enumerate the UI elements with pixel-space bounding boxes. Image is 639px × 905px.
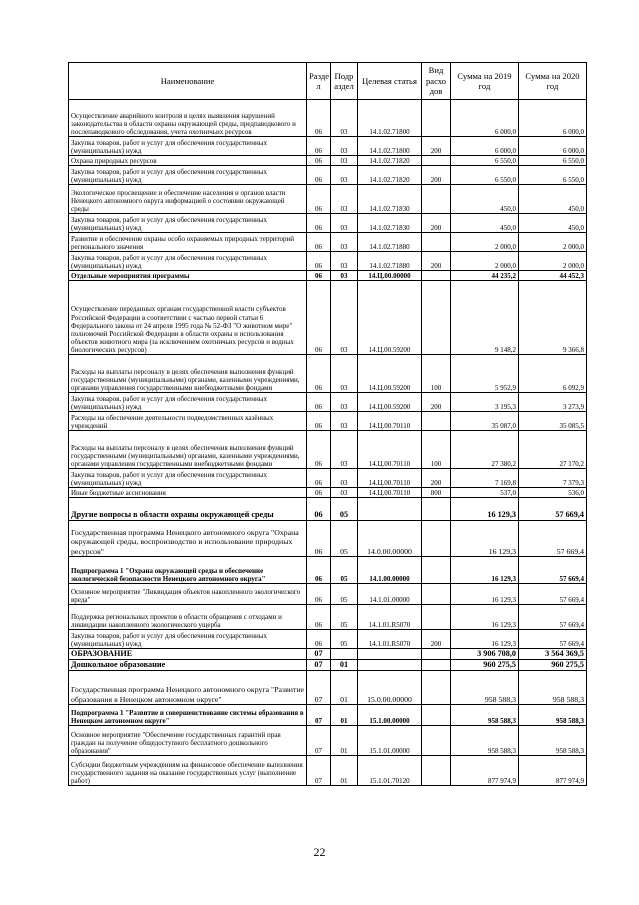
cell-razdel: 06	[307, 630, 331, 649]
budget-table	[68, 62, 587, 786]
cell-statya: 15.0.00.00000	[358, 671, 422, 705]
cell-s2020: 960 275,5	[519, 660, 587, 671]
table-row	[69, 156, 587, 166]
cell-s2020: 450,0	[519, 185, 587, 214]
cell-s2019: 16 129,3	[451, 584, 519, 605]
table-row	[69, 726, 587, 756]
page-number: 22	[313, 845, 326, 859]
cell-s2020: 958 588,3	[519, 671, 587, 705]
cell-s2020: 57 669,4	[519, 630, 587, 649]
cell-podrazdel: 03	[331, 281, 358, 355]
cell-razdel: 06	[307, 233, 331, 252]
cell-vid	[422, 100, 451, 137]
cell-podrazdel: 03	[331, 271, 358, 281]
cell-podrazdel: 03	[331, 233, 358, 252]
cell-podrazdel: 01	[331, 671, 358, 705]
cell-name: Субсидии бюджетным учреждениям на финансовое обеспечение выполнения государственного задания на оказание государственных услуг (выполнение работ)	[69, 756, 307, 786]
cell-razdel: 06	[307, 584, 331, 605]
table-row	[69, 233, 587, 252]
cell-vid	[422, 557, 451, 584]
table-row	[69, 557, 587, 584]
cell-s2020: 958 588,3	[519, 726, 587, 756]
cell-name: Расходы на выплаты персоналу в целях обеспечения выполнения функций государственными (муниципальными) органами, казенными учреждениями, органами управления государственными внебюджетными фондами	[69, 431, 307, 469]
table-row	[69, 166, 587, 185]
cell-name: Закупка товаров, работ и услуг для обеспечения государственных (муниципальных) нужд	[69, 393, 307, 412]
cell-vid	[422, 671, 451, 705]
header-name: Наименование	[69, 63, 307, 100]
table-row	[69, 521, 587, 557]
cell-razdel: 06	[307, 355, 331, 393]
table-row	[69, 281, 587, 355]
cell-s2019: 2 000,0	[451, 233, 519, 252]
cell-podrazdel: 03	[331, 412, 358, 431]
cell-s2019: 450,0	[451, 185, 519, 214]
cell-name: Осуществление переданных органам государственной власти субъектов Российской Федерации в соответствии с частью первой статьи 6 Федерального закона от 24 апреля 1995 года № 52-ФЗ "О животном мире" полномочий Российской Федерации в области охраны и использования объектов животного мира (за исключением охотничьих ресурсов и водных биологических ресурсов)	[69, 281, 307, 355]
cell-statya	[358, 660, 422, 671]
cell-name: Экологическое просвещение и обеспечение населения и органов власти Ненецкого автономного округа информацией о состоянии окружающей среды	[69, 185, 307, 214]
cell-vid: 200	[422, 252, 451, 271]
cell-vid	[422, 271, 451, 281]
cell-razdel: 07	[307, 649, 331, 660]
cell-podrazdel: 05	[331, 605, 358, 630]
cell-podrazdel: 05	[331, 498, 358, 521]
cell-podrazdel: 03	[331, 156, 358, 166]
cell-statya: 15.1.00.00000	[358, 705, 422, 726]
cell-statya: 14.1.01.R5070	[358, 605, 422, 630]
cell-razdel: 06	[307, 557, 331, 584]
cell-s2019: 6 550,0	[451, 166, 519, 185]
cell-vid	[422, 756, 451, 786]
cell-name: Закупка товаров, работ и услуг для обеспечения государственных (муниципальных) нужд	[69, 214, 307, 233]
table-row	[69, 705, 587, 726]
cell-s2019: 877 974,9	[451, 756, 519, 786]
table-row	[69, 271, 587, 281]
header-sum-2020: Сумма на 2020 год	[519, 63, 587, 100]
cell-vid	[422, 498, 451, 521]
table-header-row	[69, 63, 587, 100]
cell-s2020: 44 452,3	[519, 271, 587, 281]
cell-razdel: 06	[307, 100, 331, 137]
cell-vid	[422, 705, 451, 726]
cell-statya: 14.Ц.00.70110	[358, 431, 422, 469]
cell-podrazdel: 03	[331, 393, 358, 412]
cell-statya: 14.Ц.00.70110	[358, 488, 422, 498]
cell-s2019: 537,0	[451, 488, 519, 498]
cell-razdel: 06	[307, 252, 331, 271]
cell-name: Закупка товаров, работ и услуг для обеспечения государственных (муниципальных) нужд	[69, 630, 307, 649]
cell-name: Закупка товаров, работ и услуг для обеспечения государственных (муниципальных) нужд	[69, 252, 307, 271]
cell-vid	[422, 605, 451, 630]
cell-razdel: 06	[307, 412, 331, 431]
cell-name: Охрана природных ресурсов	[69, 156, 307, 166]
cell-name: Осуществление аварийного контроля в целях выявления нарушений законодательства в области охраны окружающей среды, предпаводкового и послепаводкового обследования, учета охотничьих ресурсов	[69, 100, 307, 137]
cell-s2019: 3 195,3	[451, 393, 519, 412]
cell-vid: 200	[422, 137, 451, 156]
cell-s2019: 16 129,3	[451, 498, 519, 521]
cell-statya: 14.Ц.00.70110	[358, 412, 422, 431]
cell-name: Закупка товаров, работ и услуг для обеспечения государственных (муниципальных) нужд	[69, 469, 307, 488]
header-razdel: Разде л	[307, 63, 331, 100]
cell-s2019: 450,0	[451, 214, 519, 233]
table-row	[69, 214, 587, 233]
table-row	[69, 431, 587, 469]
cell-vid: 200	[422, 630, 451, 649]
table-row	[69, 100, 587, 137]
cell-s2020: 6 000,0	[519, 137, 587, 156]
cell-statya	[358, 649, 422, 660]
cell-vid	[422, 660, 451, 671]
cell-s2019: 2 000,0	[451, 252, 519, 271]
table-row	[69, 605, 587, 630]
cell-podrazdel: 05	[331, 630, 358, 649]
cell-name: Расходы на обеспечение деятельности подведомственных казённых учреждений	[69, 412, 307, 431]
cell-s2020: 6 000,0	[519, 100, 587, 137]
cell-vid	[422, 233, 451, 252]
table-row	[69, 185, 587, 214]
table-row	[69, 412, 587, 431]
cell-statya: 14.1.02.71800	[358, 137, 422, 156]
cell-vid: 200	[422, 469, 451, 488]
cell-s2020: 536,0	[519, 488, 587, 498]
cell-name: Государственная программа Ненецкого автономного округа "Охрана окружающей среды, воспроизводство и использование природных ресурсов"	[69, 521, 307, 557]
cell-s2020: 35 085,5	[519, 412, 587, 431]
cell-statya: 14.1.02.71880	[358, 233, 422, 252]
header-statya: Целевая статья	[358, 63, 422, 100]
cell-vid	[422, 649, 451, 660]
cell-s2020: 7 379,3	[519, 469, 587, 488]
cell-vid	[422, 521, 451, 557]
cell-s2020: 958 588,3	[519, 705, 587, 726]
cell-podrazdel	[331, 649, 358, 660]
cell-razdel: 06	[307, 281, 331, 355]
cell-razdel: 07	[307, 726, 331, 756]
cell-vid: 800	[422, 488, 451, 498]
cell-s2019: 7 169,8	[451, 469, 519, 488]
cell-razdel: 07	[307, 705, 331, 726]
cell-s2019: 960 275,5	[451, 660, 519, 671]
cell-statya: 14.1.02.71800	[358, 100, 422, 137]
cell-name: Основное мероприятие "Ликвидация объектов накопленного экологического вреда"	[69, 584, 307, 605]
cell-podrazdel: 03	[331, 252, 358, 271]
cell-s2020: 3 273,9	[519, 393, 587, 412]
table-row	[69, 584, 587, 605]
cell-name: Подпрограмма 1 "Развитие и совершенствование системы образования в Ненецком автономном округе"	[69, 705, 307, 726]
cell-statya: 14.1.01.R5070	[358, 630, 422, 649]
cell-s2019: 27 380,2	[451, 431, 519, 469]
cell-razdel: 06	[307, 137, 331, 156]
cell-statya: 15.1.01.70120	[358, 756, 422, 786]
table-body	[69, 100, 587, 786]
cell-s2019: 958 588,3	[451, 671, 519, 705]
cell-vid	[422, 281, 451, 355]
table-row	[69, 393, 587, 412]
cell-vid: 200	[422, 214, 451, 233]
cell-vid	[422, 412, 451, 431]
cell-s2020: 57 669,4	[519, 557, 587, 584]
cell-s2020: 6 550,0	[519, 166, 587, 185]
cell-razdel: 06	[307, 431, 331, 469]
cell-s2020: 57 669,4	[519, 605, 587, 630]
table-row	[69, 660, 587, 671]
cell-name: Подпрограмма 1 "Охрана окружающей среды и обеспечение экологической безопасности Ненецкого автономного округа"	[69, 557, 307, 584]
cell-name: Основное мероприятие "Обеспечение государственных гарантий прав граждан на получение общедоступного бесплатного дошкольного образования"	[69, 726, 307, 756]
cell-razdel: 07	[307, 660, 331, 671]
cell-name: Отдельные мероприятия программы	[69, 271, 307, 281]
cell-razdel: 06	[307, 469, 331, 488]
cell-vid	[422, 584, 451, 605]
cell-s2020: 6 550,0	[519, 156, 587, 166]
cell-vid	[422, 185, 451, 214]
cell-podrazdel: 03	[331, 469, 358, 488]
header-podrazdel: Подр аздел	[331, 63, 358, 100]
cell-podrazdel: 03	[331, 214, 358, 233]
cell-razdel: 06	[307, 521, 331, 557]
cell-podrazdel: 03	[331, 488, 358, 498]
cell-s2020: 2 000,0	[519, 233, 587, 252]
cell-s2019: 6 000,0	[451, 100, 519, 137]
table-row	[69, 498, 587, 521]
cell-statya: 14.Ц.00.00000	[358, 271, 422, 281]
table-row	[69, 756, 587, 786]
cell-vid: 100	[422, 431, 451, 469]
header-sum-2019: Сумма на 2019 год	[451, 63, 519, 100]
cell-statya: 14.1.00.00000	[358, 557, 422, 584]
cell-s2019: 44 235,2	[451, 271, 519, 281]
cell-s2020: 2 000,0	[519, 252, 587, 271]
cell-s2019: 16 129,3	[451, 630, 519, 649]
cell-razdel: 06	[307, 166, 331, 185]
table-row	[69, 630, 587, 649]
cell-podrazdel: 01	[331, 705, 358, 726]
cell-razdel: 06	[307, 271, 331, 281]
cell-s2019: 16 129,3	[451, 605, 519, 630]
cell-s2019: 16 129,3	[451, 521, 519, 557]
cell-podrazdel: 01	[331, 726, 358, 756]
cell-s2019: 9 148,2	[451, 281, 519, 355]
cell-s2019: 958 588,3	[451, 726, 519, 756]
cell-podrazdel: 05	[331, 584, 358, 605]
cell-podrazdel: 05	[331, 557, 358, 584]
cell-s2020: 57 669,4	[519, 584, 587, 605]
cell-podrazdel: 03	[331, 137, 358, 156]
cell-podrazdel: 01	[331, 756, 358, 786]
cell-s2020: 877 974,9	[519, 756, 587, 786]
cell-s2020: 57 669,4	[519, 521, 587, 557]
cell-razdel: 06	[307, 488, 331, 498]
cell-name: Государственная программа Ненецкого автономного округа "Развитие образования в Ненецком автономном округе"	[69, 671, 307, 705]
cell-statya: 14.1.01.00000	[358, 584, 422, 605]
cell-vid: 100	[422, 355, 451, 393]
cell-podrazdel: 03	[331, 100, 358, 137]
cell-podrazdel: 03	[331, 355, 358, 393]
cell-name: Иные бюджетные ассигнования	[69, 488, 307, 498]
cell-statya: 14.Ц.00.59200	[358, 281, 422, 355]
cell-vid	[422, 726, 451, 756]
cell-statya: 14.1.02.71830	[358, 185, 422, 214]
cell-s2020: 27 170,2	[519, 431, 587, 469]
cell-name: Развитие и обеспечение охраны особо охраняемых природных территорий регионального значения	[69, 233, 307, 252]
cell-name: Поддержка региональных проектов в области обращения с отходами и ликвидации накопленного экологического ущерба	[69, 605, 307, 630]
cell-vid: 200	[422, 166, 451, 185]
cell-vid	[422, 156, 451, 166]
cell-podrazdel: 05	[331, 521, 358, 557]
cell-s2019: 958 588,3	[451, 705, 519, 726]
cell-statya: 14.Ц.00.59200	[358, 355, 422, 393]
cell-statya: 14.Ц.00.59200	[358, 393, 422, 412]
cell-name: Закупка товаров, работ и услуг для обеспечения государственных (муниципальных) нужд	[69, 166, 307, 185]
table-row	[69, 137, 587, 156]
table-row	[69, 671, 587, 705]
cell-podrazdel: 03	[331, 431, 358, 469]
cell-statya: 14.Ц.00.70110	[358, 469, 422, 488]
cell-statya: 15.1.01.00000	[358, 726, 422, 756]
cell-name: Закупка товаров, работ и услуг для обеспечения государственных (муниципальных) нужд	[69, 137, 307, 156]
cell-statya: 14.0.00.00000	[358, 521, 422, 557]
cell-name: Расходы на выплаты персоналу в целях обеспечения выполнения функций государственными (муниципальными) органами, казенными учреждениями, органами управления государственными внебюджетными фондами	[69, 355, 307, 393]
cell-s2019: 6 000,0	[451, 137, 519, 156]
table-row	[69, 488, 587, 498]
cell-razdel: 06	[307, 393, 331, 412]
cell-podrazdel: 01	[331, 660, 358, 671]
cell-statya: 14.1.02.71820	[358, 156, 422, 166]
cell-razdel: 06	[307, 214, 331, 233]
cell-statya: 14.1.02.71830	[358, 214, 422, 233]
cell-s2020: 3 564 369,5	[519, 649, 587, 660]
cell-s2019: 6 550,0	[451, 156, 519, 166]
cell-s2020: 6 092,9	[519, 355, 587, 393]
cell-name: ОБРАЗОВАНИЕ	[69, 649, 307, 660]
cell-statya: 14.1.02.71880	[358, 252, 422, 271]
cell-s2020: 450,0	[519, 214, 587, 233]
cell-s2019: 5 952,9	[451, 355, 519, 393]
cell-s2020: 9 366,8	[519, 281, 587, 355]
cell-razdel: 06	[307, 605, 331, 630]
table-row	[69, 469, 587, 488]
cell-razdel: 07	[307, 756, 331, 786]
cell-razdel: 07	[307, 671, 331, 705]
table-row	[69, 252, 587, 271]
cell-podrazdel: 03	[331, 185, 358, 214]
cell-s2020: 57 669,4	[519, 498, 587, 521]
cell-podrazdel: 03	[331, 166, 358, 185]
cell-statya: 14.1.02.71820	[358, 166, 422, 185]
table-row	[69, 355, 587, 393]
cell-statya	[358, 498, 422, 521]
cell-razdel: 06	[307, 156, 331, 166]
cell-s2019: 3 906 708,0	[451, 649, 519, 660]
cell-s2019: 16 129,3	[451, 557, 519, 584]
header-vid: Вид расхо дов	[422, 63, 451, 100]
cell-vid: 200	[422, 393, 451, 412]
cell-razdel: 06	[307, 498, 331, 521]
cell-razdel: 06	[307, 185, 331, 214]
table-row	[69, 649, 587, 660]
cell-name: Дошкольное образование	[69, 660, 307, 671]
cell-name: Другие вопросы в области охраны окружающей среды	[69, 498, 307, 521]
cell-s2019: 35 087,0	[451, 412, 519, 431]
